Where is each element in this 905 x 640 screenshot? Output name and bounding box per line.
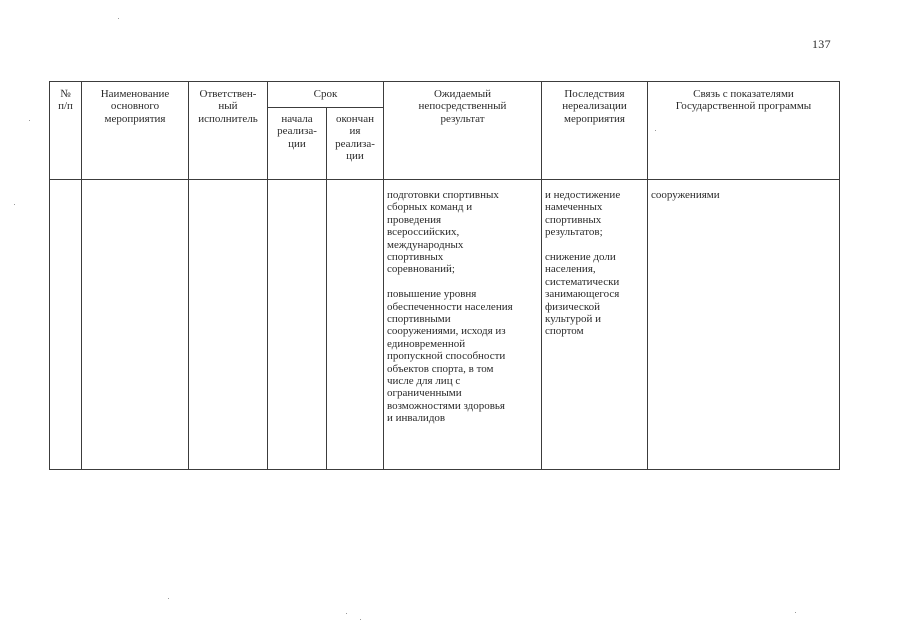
cell-link [648, 180, 840, 470]
text-line: ции [346, 150, 364, 163]
text-line: непосредственный [418, 100, 507, 113]
header-responsible [189, 82, 268, 180]
text-line: населения, [545, 263, 596, 276]
text-line: Связь с показателями [693, 88, 794, 100]
page-number: 137 [812, 37, 831, 51]
text-line: обеспеченности населения [387, 300, 513, 313]
header-term: Срок [268, 82, 384, 108]
cell-name [82, 180, 189, 470]
text-line: п/п [58, 100, 73, 113]
cell-result [384, 180, 542, 470]
text-line: Государственной программы [675, 100, 812, 113]
text-line: спортивными [387, 313, 451, 326]
text-line: Последствия [564, 88, 625, 100]
cell-consequences [542, 180, 648, 470]
text-line: окончан [336, 113, 374, 125]
text-line: числе для лиц с [387, 375, 461, 388]
scan-speck [360, 619, 361, 620]
text-line: сооружениями [651, 189, 720, 201]
header-num [50, 82, 82, 180]
header-start [268, 108, 327, 180]
scan-speck [655, 130, 656, 131]
text-line: ограниченными [387, 387, 462, 400]
text-line: спортивных [545, 213, 602, 226]
text-line: физической [545, 300, 600, 313]
header-result [384, 82, 542, 180]
text-line: пропускной способности [387, 350, 506, 363]
text-line: ции [288, 137, 306, 150]
text-line: всероссийских, [387, 226, 460, 239]
text-line: культурой и [545, 313, 601, 326]
text-line: и инвалидов [387, 412, 446, 425]
text-line: объектов спорта, в том [387, 362, 494, 375]
text-line: международных [387, 238, 464, 251]
text-line: возможностями здоровья [387, 399, 505, 412]
text-line: сборных команд и [387, 201, 473, 214]
text-line: результат [440, 112, 485, 125]
scan-speck [14, 204, 15, 205]
cell-responsible [189, 180, 268, 470]
text-line: систематически [545, 275, 620, 288]
header-end [327, 108, 384, 180]
text-line: начала [281, 113, 313, 125]
text-line: мероприятия [104, 112, 166, 125]
scan-speck [29, 120, 30, 121]
text-line: Наименование [100, 88, 170, 100]
text-line: занимающегося [545, 288, 620, 301]
text-line: единовременной [387, 337, 466, 350]
text-line: нереализации [562, 100, 627, 113]
text-line: подготовки спортивных [387, 189, 499, 201]
text-line: проведения [387, 213, 442, 226]
text-line: Ответствен- [199, 88, 257, 100]
cell-end [327, 180, 384, 470]
text-line: снижение доли [545, 251, 616, 264]
text-line: спортом [545, 325, 584, 338]
text-line: ия [349, 125, 361, 138]
header-name [82, 82, 189, 180]
text-line: повышение уровня [387, 288, 477, 301]
text-line: ный [218, 100, 238, 113]
cell-num [50, 180, 82, 470]
text-line: реализа- [335, 137, 375, 150]
text-line: сооружениями, исходя из [387, 325, 506, 338]
text-line: спортивных [387, 251, 444, 264]
cell-start [268, 180, 327, 470]
text-line: № [60, 88, 71, 100]
table-row [50, 180, 840, 470]
text-line: намеченных [545, 201, 603, 214]
header-consequences [542, 82, 648, 180]
text-line: соревнований; [387, 263, 455, 276]
text-line: и недостижение [545, 189, 621, 201]
measures-table [49, 81, 840, 470]
scan-speck [795, 612, 796, 613]
scan-speck [168, 598, 169, 599]
text-line: результатов; [545, 226, 603, 239]
text-line: реализа- [277, 125, 317, 138]
text-line: основного [110, 100, 160, 113]
scan-speck [118, 18, 119, 19]
text-line: мероприятия [564, 112, 625, 125]
text-line: Ожидаемый [433, 88, 492, 100]
text-line: исполнитель [198, 112, 258, 125]
header-link [648, 82, 840, 180]
scan-speck [346, 613, 347, 614]
